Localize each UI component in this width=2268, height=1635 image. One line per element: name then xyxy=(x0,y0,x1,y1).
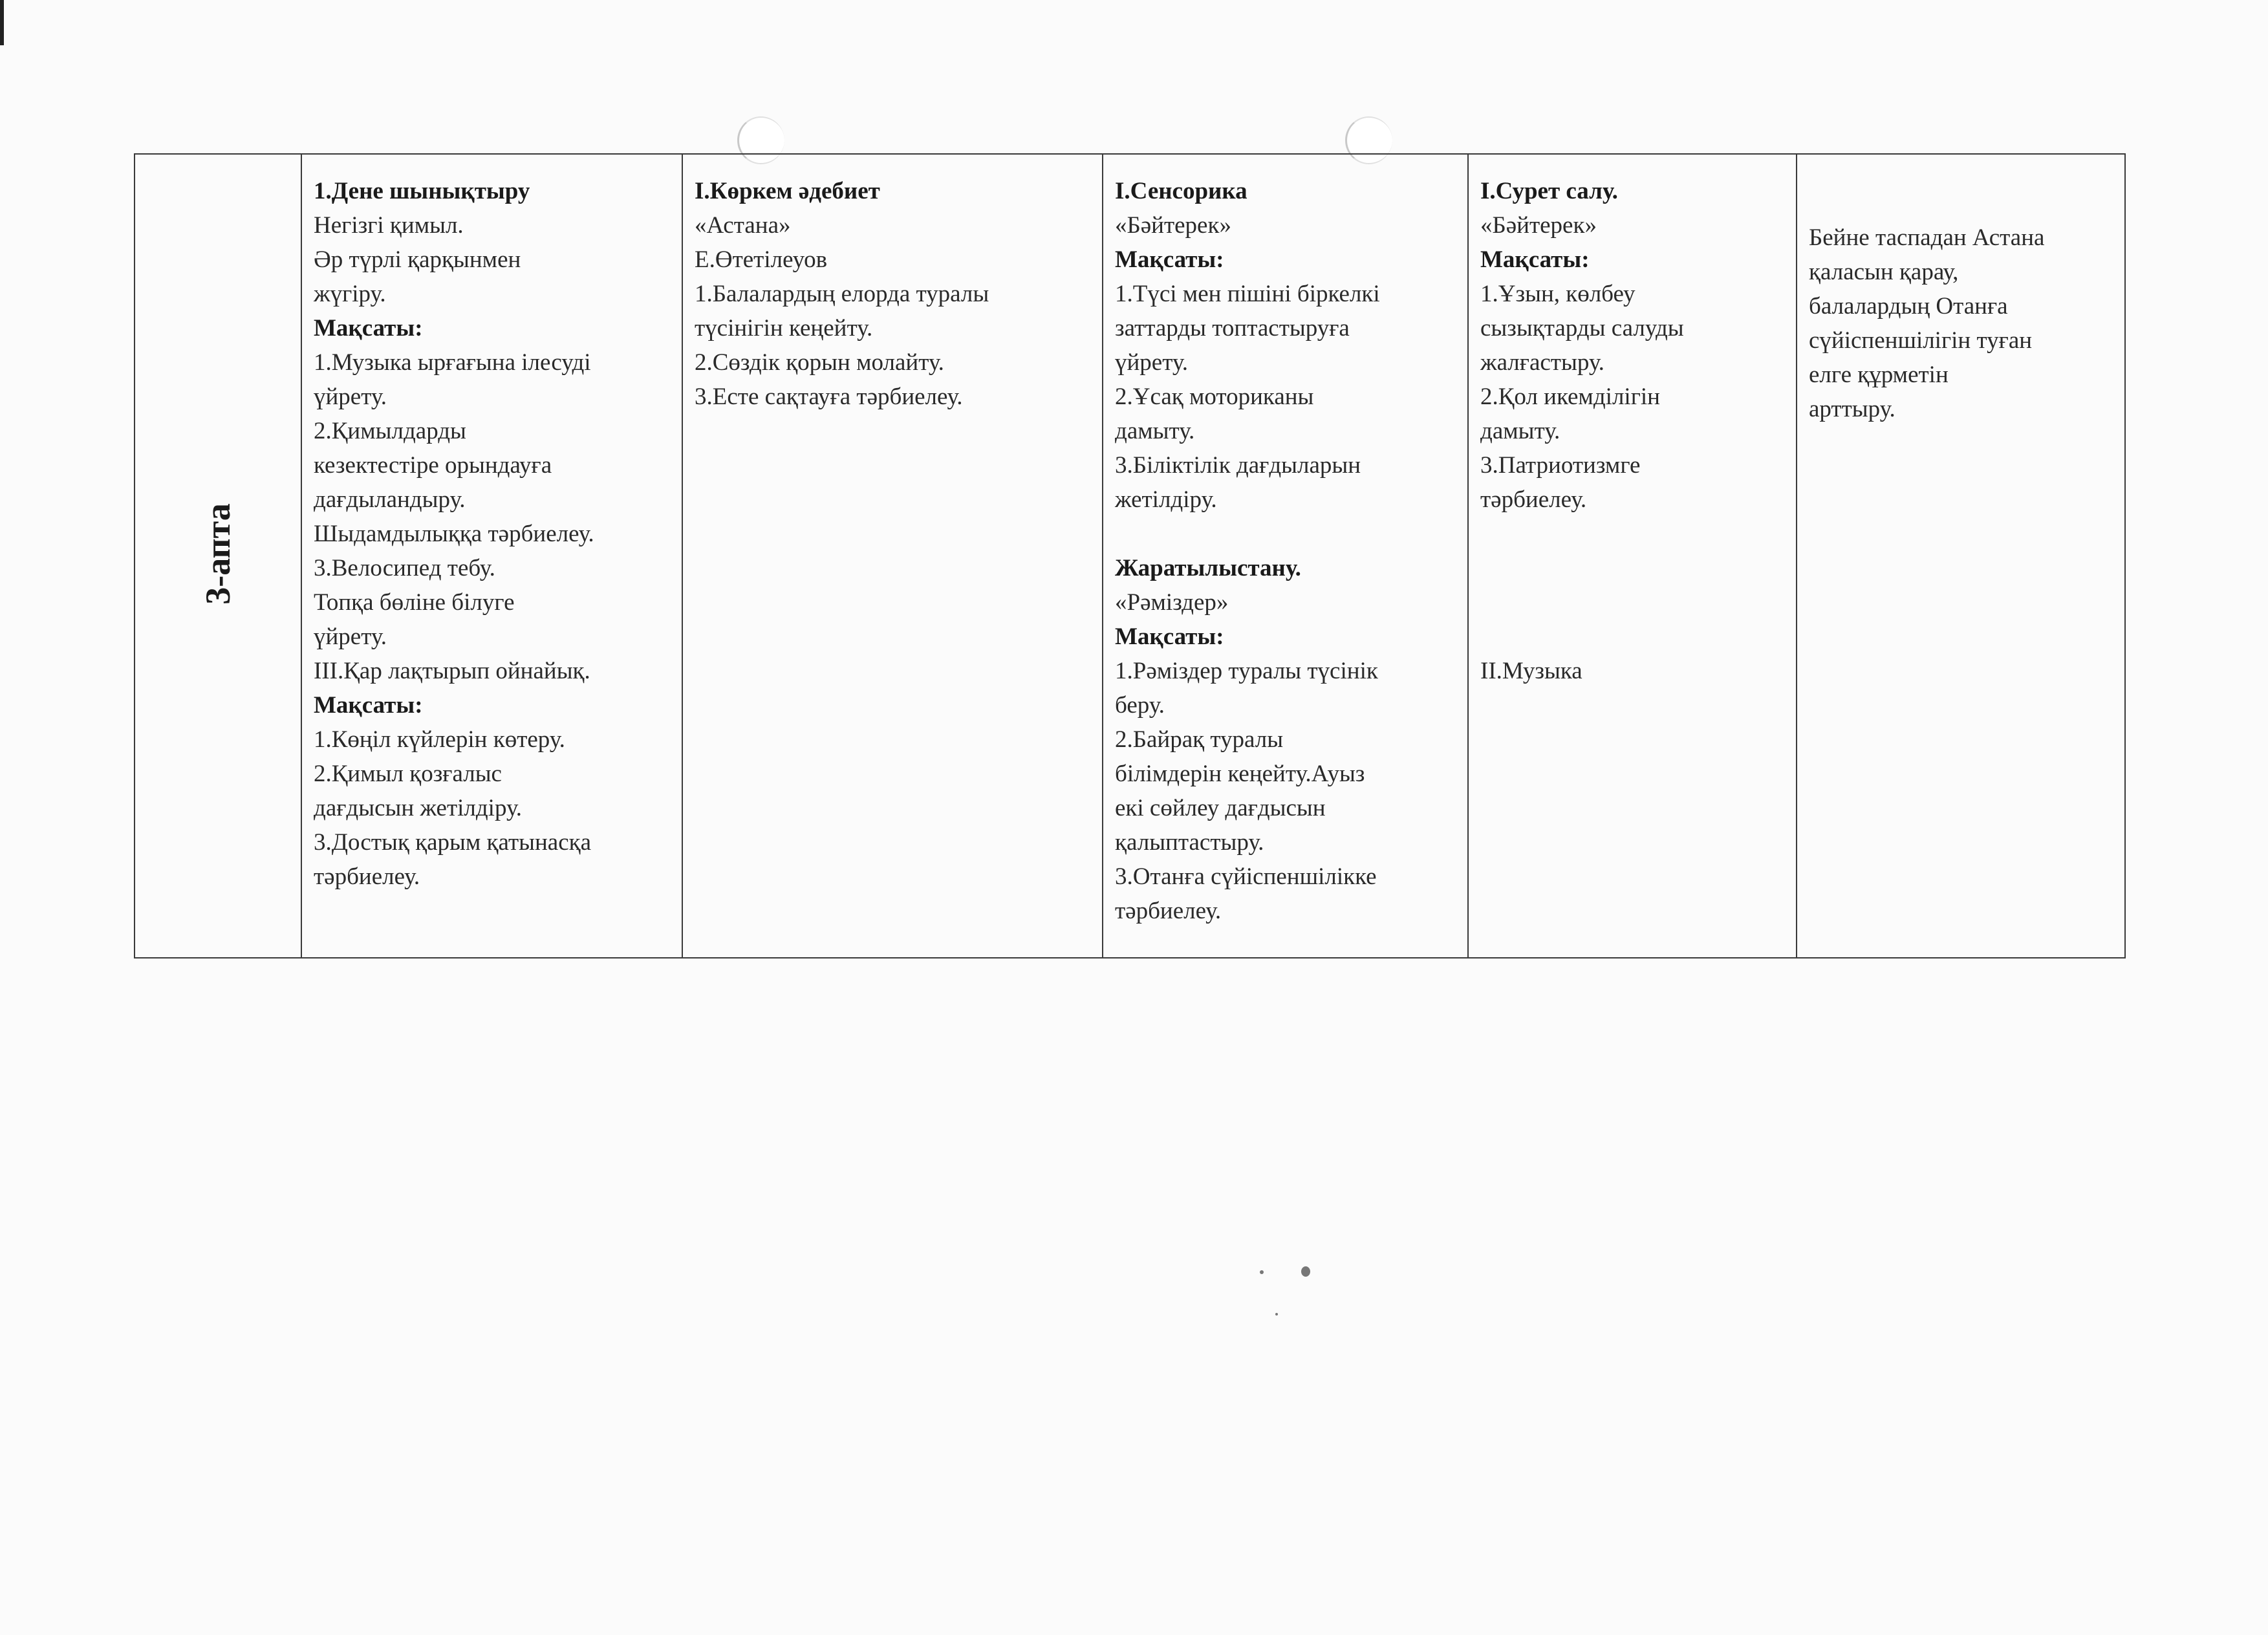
cell-line: екі сөйлеу дағдысын xyxy=(1115,795,1326,821)
cell-line: сызықтарды салуды xyxy=(1480,315,1684,341)
subject-heading: Жаратылыстану. xyxy=(1115,555,1301,581)
goal-heading: Мақсаты: xyxy=(1115,246,1224,273)
cell-line: сүйіспеншілігін туған xyxy=(1809,327,2033,354)
goal-heading: Мақсаты: xyxy=(1480,246,1590,273)
cell-line: ІІІ.Қар лақтырып ойнайық. xyxy=(314,658,590,684)
cell-line: 2.Қимылдарды xyxy=(314,418,466,444)
cell-line: кезектестіре орындауға xyxy=(314,452,552,479)
cell-line: түсінігін кеңейту. xyxy=(695,315,873,341)
cell-line: тәрбиелеу. xyxy=(1115,898,1222,924)
cell-line: дамыту. xyxy=(1115,418,1195,444)
cell-line: Әр түрлі қарқынмен xyxy=(314,246,521,273)
activity-cell-sensory xyxy=(1103,154,1468,958)
goal-heading: Мақсаты: xyxy=(314,692,423,719)
cell-line: 3.Достық қарым қатынасқа xyxy=(314,829,592,856)
cell-line: Шыдамдылыққа тәрбиелеу. xyxy=(314,521,594,547)
goal-heading: Мақсаты: xyxy=(1115,623,1224,650)
cell-line: үйрету. xyxy=(1115,349,1188,376)
cell-title: І.Көркем әдебиет xyxy=(695,178,880,204)
cell-line: білімдерін кеңейту.Ауыз xyxy=(1115,761,1365,787)
scan-speck xyxy=(1301,1266,1310,1277)
cell-line: 2.Қол икемділігін xyxy=(1480,384,1660,410)
cell-line: үйрету. xyxy=(314,623,387,650)
activity-cell-literature xyxy=(682,154,1103,958)
cell-line: Топқа бөліне білуге xyxy=(314,589,515,616)
cell-line: ІІ.Музыка xyxy=(1480,658,1582,684)
cell-line: тәрбиелеу. xyxy=(314,863,420,890)
cell-line: тәрбиелеу. xyxy=(1480,486,1587,513)
cell-line: 2.Сөздік қорын молайту. xyxy=(695,349,944,376)
cell-line: «Бәйтерек» xyxy=(1480,212,1597,239)
cell-line: балалардың Отанға xyxy=(1809,293,2008,319)
cell-line: «Рәміздер» xyxy=(1115,589,1229,616)
spacer xyxy=(1115,517,1457,551)
cell-line: беру. xyxy=(1115,692,1165,719)
scan-speck xyxy=(1275,1313,1278,1316)
cell-line: 1.Түсі мен пішіні біркелкі xyxy=(1115,281,1380,307)
cell-line: жетілдіру. xyxy=(1115,486,1217,513)
cell-line: 1.Көңіл күйлерін көтеру. xyxy=(314,726,565,753)
weekly-plan-table xyxy=(134,153,2126,958)
cell-line: Негізгі қимыл. xyxy=(314,212,464,239)
cell-line: 1.Рәміздер туралы түсінік xyxy=(1115,658,1378,684)
scan-speck xyxy=(1260,1270,1264,1274)
cell-line: үйрету. xyxy=(314,384,387,410)
cell-line: Бейне таспадан Астана xyxy=(1809,224,2045,251)
cell-line: дамыту. xyxy=(1480,418,1561,444)
cell-line: дағдысын жетілдіру. xyxy=(314,795,523,821)
cell-line: «Бәйтерек» xyxy=(1115,212,1231,239)
cell-line: 2.Байрақ туралы xyxy=(1115,726,1284,753)
cell-line: арттыру. xyxy=(1809,396,1895,422)
cell-line: Е.Өтетілеуов xyxy=(695,246,828,273)
cell-line: жалғастыру. xyxy=(1480,349,1604,376)
spacer xyxy=(1480,517,1786,654)
week-cell xyxy=(135,154,301,958)
cell-title: 1.Дене шынықтыру xyxy=(314,178,530,204)
cell-line: қаласын қарау, xyxy=(1809,259,1959,285)
cell-title: І.Сенсорика xyxy=(1115,178,1247,204)
cell-line: қалыптастыру. xyxy=(1115,829,1264,856)
cell-line: 2.Қимыл қозғалыс xyxy=(314,761,502,787)
table-row xyxy=(135,154,2125,958)
cell-line: 1.Ұзын, көлбеу xyxy=(1480,281,1636,307)
week-label: 3-апта xyxy=(198,503,237,605)
cell-line: 3.Велосипед тебу. xyxy=(314,555,495,581)
activity-cell-drawing xyxy=(1468,154,1797,958)
activity-cell-video xyxy=(1797,154,2125,958)
scan-edge xyxy=(0,0,4,45)
cell-line: 3.Патриотизмге xyxy=(1480,452,1641,479)
cell-line: 3.Біліктілік дағдыларын xyxy=(1115,452,1361,479)
cell-line: жүгіру. xyxy=(314,281,386,307)
cell-line: 2.Ұсақ моториканы xyxy=(1115,384,1314,410)
cell-line: 3.Отанға сүйіспеншілікке xyxy=(1115,863,1377,890)
activity-cell-physical-education xyxy=(301,154,682,958)
cell-line: 1.Балалардың елорда туралы xyxy=(695,281,989,307)
goal-heading: Мақсаты: xyxy=(314,315,423,341)
cell-line: дағдыландыру. xyxy=(314,486,466,513)
cell-line: 1.Музыка ырғағына ілесуді xyxy=(314,349,591,376)
cell-line: 3.Есте сақтауға тәрбиелеу. xyxy=(695,384,963,410)
cell-line: елге құрметін xyxy=(1809,362,1949,388)
cell-title: І.Сурет салу. xyxy=(1480,178,1618,204)
cell-line: заттарды топтастыруға xyxy=(1115,315,1350,341)
cell-line: «Астана» xyxy=(695,212,791,239)
